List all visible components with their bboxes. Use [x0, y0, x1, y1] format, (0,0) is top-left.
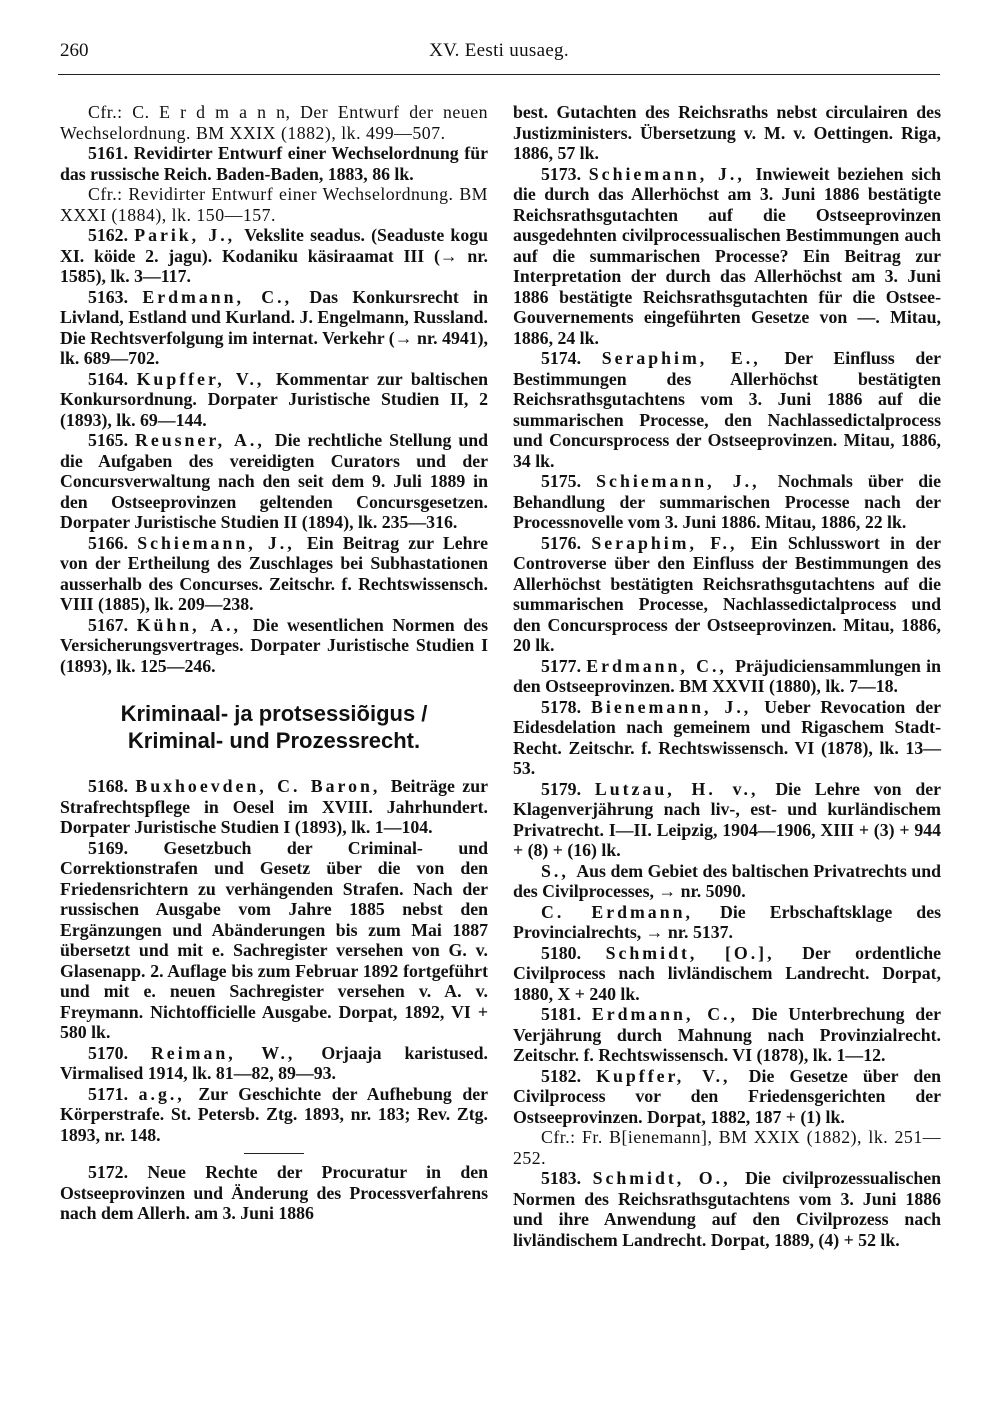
bibliography-entry — [60, 1084, 488, 1146]
entry-author: Schiemann, J., — [596, 471, 778, 491]
page-number: 260 — [60, 40, 89, 61]
bibliography-entry — [60, 1043, 488, 1084]
bibliography-entry — [60, 430, 488, 533]
entry-number: 5174. — [541, 348, 602, 368]
left-column — [60, 102, 488, 1224]
entry-text: Die wesentlichen Normen des Versicherungsvertrages. Dorpater Juristische Studien I (1893), lk. 125—246. — [60, 614, 488, 676]
entry-number: 5168. — [88, 776, 136, 796]
bibliography-entry — [513, 861, 941, 902]
bibliography-entry — [513, 471, 941, 533]
bibliography-entry — [60, 287, 488, 369]
entry-author: Erdmann, C., — [586, 655, 736, 676]
bibliography-entry — [513, 656, 941, 697]
entry-author: C. Erdmann, — [541, 901, 720, 922]
entry-author: Lutzau, H. v., — [594, 778, 776, 799]
entry-text: Inwieweit beziehen sich die durch das Allerhöchst am 3. Juni 1886 bestätigte Reichsrathsgutachten auf die Ostseeprovinzen ausgedehnten civilprocessualischen Bestimmungen auch auf die summarischen Processe? Ein Beitrag zur Interpretation der durch das Allerhöchst am 3. Juni 1886 bestätigte Reichsrathsgutachten für die Ostsee-Gouvernements eingeführten Gesetze von —. Mitau, 1886, 24 lk. — [513, 163, 941, 348]
entry-number: 5166. — [88, 532, 138, 553]
running-title: XV. Eesti uusaeg. — [429, 40, 569, 61]
bibliography-entry — [513, 1168, 941, 1250]
entry-text: Vekslite seadus. (Seaduste kogu XI. köide 2. jagu). Kodaniku käsiraamat III (→ nr. 1585), lk. 3—117. — [60, 225, 488, 286]
entry-text: Beiträge zur Strafrechtspflege in Oesel im XVIII. Jahrhundert. Dorpater Juristische Studien I (1893), lk. 1—104. — [60, 776, 488, 837]
entry-author: Erdmann, C., — [591, 1004, 752, 1024]
entry-text: Ueber Revocation der Eidesdelation nach gemeinem und Rigaschem Stadt-Recht. Zeitschr. f. Rechtswissensch. VI (1878), lk. 13—53. — [513, 696, 942, 778]
entry-author: Schiemann, J., — [137, 532, 307, 553]
bibliography-entry — [60, 1162, 488, 1224]
bibliography-entry — [513, 533, 941, 656]
entry-text: Ein Beitrag zur Lehre von der Ertheilung des Zuschlages bei Subhastationen ausserhalb des Concurses. Zeitschr. f. Rechtswissensch. VIII (1885), lk. 209—238. — [60, 532, 488, 614]
entry-author: Erdmann, C., — [142, 286, 310, 307]
entry-number: 5163. — [88, 286, 143, 307]
entry-number: 5164. — [88, 368, 137, 389]
entry-number: 5176. — [541, 532, 592, 553]
left-entries-after-heading — [60, 776, 488, 1224]
bibliography-entry — [513, 943, 941, 1005]
entry-author: Kühn, A., — [136, 614, 253, 635]
entry-author: a.g., — [138, 1083, 199, 1104]
bibliography-entry — [513, 102, 941, 164]
entry-number: 5169. — [88, 837, 164, 858]
entry-text: Zur Geschichte der Aufhebung der Körperstrafe. St. Petersb. Ztg. 1893, nr. 183; Rev. Ztg. 1893, nr. 148. — [60, 1083, 489, 1145]
bibliography-entry — [60, 225, 488, 287]
page-header — [58, 40, 940, 75]
entry-text: Aus dem Gebiet des baltischen Privatrechts und des Civilprocesses, → nr. 5090. — [513, 860, 941, 901]
entry-number: 5175. — [541, 471, 597, 491]
entry-number: 5182. — [541, 1065, 597, 1086]
entry-number: 5162. — [88, 225, 135, 245]
entry-text: Die Erbschaftsklage des Provincialrechts, → nr. 5137. — [513, 901, 942, 942]
entry-number: 5179. — [541, 778, 595, 799]
cfr-note: Cfr.: C. E r d m a n n, Der Entwurf der neuen Wechselordnung. BM XXIX (1882), lk. 499—507. — [60, 102, 488, 143]
entry-author: Buxhoevden, C. Baron, — [135, 776, 391, 796]
bibliography-entry — [513, 164, 941, 349]
entry-author: Reusner, A., — [135, 430, 275, 450]
entry-number: 5172. — [88, 1162, 148, 1182]
cfr-note: Cfr.: Fr. B[ienemann], BM XXIX (1882), lk. 251—252. — [513, 1127, 941, 1168]
right-column — [513, 102, 941, 1250]
entry-text: Der Einfluss der Bestimmungen des Allerhöchst bestätigten Reichsrathsgutachtens vom 3. Juni 1886 auf die summarischen Processe, den Nachlassedictalprocess und Concursprocess der Ostseeprovinzen. Mitau, 1886, 34 lk. — [513, 348, 942, 471]
entry-number: 5161. — [88, 143, 134, 163]
entry-number: 5167. — [88, 614, 137, 635]
entry-text: Orjaaja karistused. Virmalised 1914, lk. 81—82, 89—93. — [60, 1042, 488, 1083]
entry-author: Reiman, W., — [150, 1042, 322, 1063]
entry-author: Seraphim, F., — [591, 532, 751, 553]
bibliography-entry — [513, 697, 941, 779]
entry-author: Schiemann, J., — [588, 163, 756, 184]
entry-author: Bienemann, J., — [591, 696, 765, 717]
entry-author: Schmidt, O., — [592, 1168, 746, 1188]
section-heading-line-2: Kriminal- und Prozessrecht. — [127, 728, 421, 753]
entry-number: 5173. — [541, 163, 589, 184]
bibliography-entry — [60, 143, 488, 184]
entry-text: Nochmals über die Behandlung der summarischen Processe nach der Processnovelle vom 3. Juni 1886. Mitau, 1886, 22 lk. — [513, 471, 942, 532]
section-heading — [60, 700, 488, 754]
entry-number: 5180. — [541, 942, 606, 963]
entry-text: Der ordentliche Civilprocess nach livländischem Landrecht. Dorpat, 1880, X + 240 lk. — [513, 942, 941, 1004]
left-entries — [60, 102, 488, 676]
separator-rule — [244, 1153, 304, 1154]
entry-text: Ein Schlusswort in der Controverse über den Einfluss der Bestimmungen des Allerhöchst bestätigten Reichsrathsgutachtens auf die summarischen Processe, Nachlassedictalprocess und den Concursprocess der Ostseeprovinzen. Mitau, 1886, 20 lk. — [513, 532, 941, 655]
bibliography-entry — [60, 533, 488, 615]
entry-number: 5181. — [541, 1004, 592, 1024]
entry-number: 5171. — [88, 1083, 139, 1104]
bibliography-entry — [60, 776, 488, 838]
entry-number: 5165. — [88, 430, 135, 450]
entry-number: 5178. — [541, 696, 592, 717]
bibliography-entry — [513, 1004, 941, 1066]
entry-text: Die rechtliche Stellung und die Aufgaben des vereidigten Curators und der Concursverwaltung nach den seit dem 9. Juli 1889 in den Ostseeprovinzen geltenden Concursgesetzen. Dorpater Juristische Studien II (1894), lk. 235—316. — [60, 430, 489, 532]
entry-author: Parik, J., — [134, 225, 245, 245]
entry-text: Die Lehre von der Klagenverjährung nach liv-, est- und kurländischem Privatrecht. I—II. Leipzig, 1904—1906, XIII + (3) + 944 + (8) + (16) lk. — [513, 778, 942, 860]
entry-author: Seraphim, E., — [601, 348, 785, 368]
bibliography-entry — [60, 369, 488, 431]
entry-text: best. Gutachten des Reichsraths nebst circulairen des Justizministers. Übersetzung v. M. v. Oettingen. Riga, 1886, 57 lk. — [513, 102, 941, 163]
bibliography-entry — [513, 348, 941, 471]
entry-text: Neue Rechte der Procuratur in den Ostseeprovinzen und Änderung des Processverfahrens nach dem Allerh. am 3. Juni 1886 — [60, 1162, 488, 1223]
right-entries — [513, 102, 941, 1250]
entry-author: Kupffer, V., — [596, 1065, 749, 1086]
entry-text: Die civilprozessualischen Normen des Reichsrathsgutachtens vom 3. Juni 1886 und ihre Anwendung auf den Civilprozess nach livländischem Landrecht. Dorpat, 1889, (4) + 52 lk. — [513, 1168, 942, 1250]
entry-text: Das Konkursrecht in Livland, Estland und Kurland. J. Engelmann, Russland. Die Rechtsverfolgung im internat. Verkehr (→ nr. 4941), lk. 689—702. — [60, 286, 488, 368]
entry-number: 5170. — [88, 1042, 151, 1063]
section-heading-line-1: Kriminaal- ja protsessiõigus / — [120, 701, 428, 726]
entry-text: Die Gesetze über den Civilprocess vor den Friedensgerichten der Ostseeprovinzen. Dorpat, 1882, 187 + (1) lk. — [513, 1065, 941, 1127]
entry-text: Präjudiciensammlungen in den Ostseeprovinzen. BM XXVII (1880), lk. 7—18. — [513, 655, 942, 696]
entry-text: Revidirter Entwurf einer Wechselordnung für das russische Reich. Baden-Baden, 1883, 86 lk. — [60, 143, 488, 184]
entry-number: 5177. — [541, 655, 587, 676]
entry-text: Gesetzbuch der Criminal- und Correktionstrafen und Gesetz über die von den Friedensrichtern zu verhängenden Strafen. Nach der russischen Ausgabe vom Jahre 1885 nebst den Ergänzungen und Abänderungen bis zum Mai 1887 übersetzt und mit e. Sachregister versehen von G. v. Glasenapp. 2. Auflage bis zum Februar 1892 fortgeführt und mit e. neuen Sachregister versehen v. A. v. Freymann. Nichtofficielle Ausgabe. Dorpat, 1892, VI + 580 lk. — [60, 837, 488, 1042]
cfr-note: Cfr.: Revidirter Entwurf einer Wechselordnung. BM XXXI (1884), lk. 150—157. — [60, 184, 488, 225]
bibliography-entry — [513, 1066, 941, 1128]
bibliography-entry — [513, 902, 941, 943]
bibliography-entry — [60, 615, 488, 677]
entry-author: Kupffer, V., — [136, 368, 276, 389]
bibliography-entry — [60, 838, 488, 1043]
entry-author: S., — [541, 860, 577, 881]
bibliography-entry — [513, 779, 941, 861]
entry-text: Kommentar zur baltischen Konkursordnung. Dorpater Juristische Studien II, 2 (1893), lk. 69—144. — [60, 368, 488, 430]
entry-author: Schmidt, [O.], — [605, 942, 803, 963]
entry-text: Die Unterbrechung der Verjährung durch Mahnung nach Provinzialrecht. Zeitschr. f. Rechtswissensch. VI (1878), lk. 1—12. — [513, 1004, 941, 1065]
entry-number: 5183. — [541, 1168, 593, 1188]
